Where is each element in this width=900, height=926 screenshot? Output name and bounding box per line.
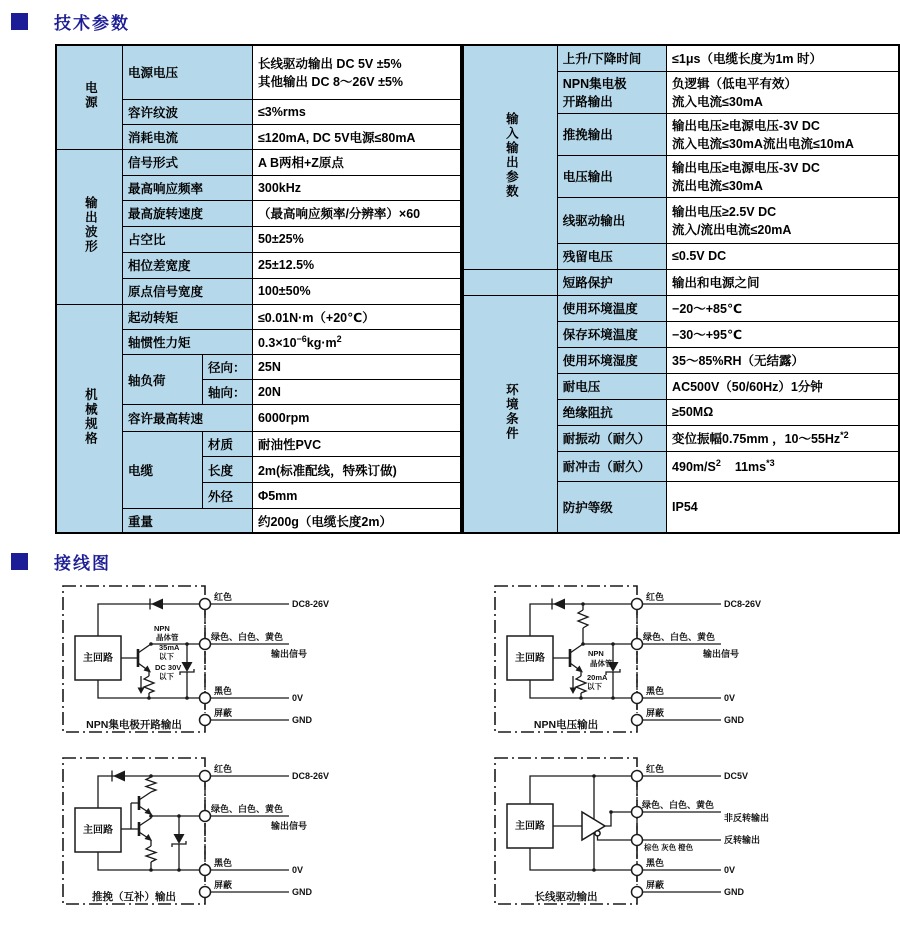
current-arrow-icon — [138, 688, 145, 695]
spec-sublabel-cell: 材质 — [202, 432, 252, 457]
terminal-black — [200, 865, 211, 876]
wire-target-label: 0V — [292, 865, 304, 875]
wire-target-label: GND — [724, 887, 744, 897]
diagram-caption: NPN电压输出 — [533, 719, 599, 731]
wiring-diagram-npn-open-collector — [55, 580, 430, 738]
wire-target-label: 输出信号 — [271, 821, 308, 831]
spec-table-right — [462, 44, 900, 534]
spec-value-cell: 20N — [252, 380, 461, 405]
group-header-power: 电源 — [56, 45, 123, 149]
section-title-wiring: 接线图 — [54, 553, 111, 573]
value-part: kg·m — [306, 336, 337, 351]
spec-value-cell: 约200g（电缆长度2m） — [252, 509, 461, 533]
wire-target-label: DC8-26V — [292, 599, 330, 609]
spec-value-cell: ≤0.5V DC — [667, 243, 899, 269]
wire-target-label: DC8-26V — [724, 599, 762, 609]
spec-sublabel-cell: 轴向： — [202, 380, 252, 405]
inverter-bubble-icon — [595, 831, 600, 836]
group-header-empty — [463, 269, 557, 295]
wire-target-label: 输出信号 — [271, 649, 308, 659]
wire-target-label: 0V — [292, 693, 304, 703]
diagram-caption: 推挽（互补）输出 — [92, 891, 176, 903]
terminal-black — [200, 693, 211, 704]
main-circuit-label: 主回路 — [515, 653, 545, 664]
transistor-label: 晶体管 — [156, 633, 179, 642]
wiring-diagrams — [55, 580, 900, 910]
value-part: 0.3×10 — [257, 336, 297, 351]
spec-table-left — [55, 44, 462, 534]
spec-value-cell: 2m(标准配线，特殊订做) — [252, 457, 461, 483]
terminal-black — [632, 865, 643, 876]
wire-target-label: GND — [292, 887, 312, 897]
wire-target-label: 反转输出 — [724, 835, 761, 845]
spec-label-cell: 线驱动输出 — [557, 197, 666, 243]
terminal-signal — [200, 811, 211, 822]
wire-color-label: 屏蔽 — [646, 708, 665, 718]
superscript: −6 — [296, 333, 307, 344]
wire-color-label: 红色 — [214, 592, 233, 602]
spec-value-cell — [667, 451, 899, 481]
spec-value-cell: −20～+85℃ — [667, 295, 899, 321]
main-circuit-label: 主回路 — [83, 653, 113, 664]
value-part: 11ms — [734, 460, 767, 475]
terminal-inverted-signal — [632, 835, 643, 846]
current-note: 20mA — [587, 673, 608, 682]
main-circuit-label: 主回路 — [515, 821, 545, 832]
spec-value-cell: 100±50% — [252, 278, 461, 304]
wire-color-label: 绿色、白色、黄色 — [643, 632, 716, 642]
spec-label-cell: 使用环境湿度 — [557, 347, 666, 373]
spec-value-cell: 输出电压≥电源电压-3V DC 流出电流≤30mA — [667, 155, 899, 197]
emitter-arrow-icon — [144, 666, 152, 673]
wire-color-label: 红色 — [646, 592, 665, 602]
spec-label-cell: 最高旋转速度 — [123, 200, 253, 226]
wiring-diagram-line-driver-output — [487, 752, 862, 910]
wiring-diagram-push-pull-output — [55, 752, 430, 910]
spec-value-cell: ≥50MΩ — [667, 399, 899, 425]
zener-diode-icon — [182, 662, 193, 672]
spec-value-cell: AC500V（50/60Hz）1分钟 — [667, 373, 899, 399]
spec-label-cell: 最高响应频率 — [123, 175, 253, 200]
wire-color-label: 屏蔽 — [646, 880, 665, 890]
terminal-shield — [200, 887, 211, 898]
spec-label-cell: 消耗电流 — [123, 124, 253, 149]
transistor-label: 晶体管 — [590, 659, 613, 668]
spec-label-cell: 占空比 — [123, 226, 253, 252]
current-note: 以下 — [159, 652, 174, 661]
wire-target-label: DC5V — [724, 771, 749, 781]
spec-tables — [55, 44, 900, 534]
spec-label-cell: 上升/下降时间 — [557, 45, 666, 71]
diode-icon — [553, 599, 565, 610]
terminal-red — [632, 599, 643, 610]
terminal-red — [632, 771, 643, 782]
spec-value-cell — [667, 425, 899, 451]
terminal-signal — [632, 807, 643, 818]
spec-label-cell: 电缆 — [123, 432, 203, 509]
spec-label-cell: 起动转矩 — [123, 304, 253, 329]
wire-target-label: 0V — [724, 865, 736, 875]
diagram-caption: 长线驱动输出 — [534, 891, 598, 903]
value-part: 490m/S — [672, 460, 716, 475]
spec-value-cell: （最高响应频率/分辨率）×60 — [252, 200, 461, 226]
spec-label-cell: 保存环境温度 — [557, 321, 666, 347]
spec-label-cell: 防护等级 — [557, 481, 666, 533]
terminal-red — [200, 771, 211, 782]
main-circuit-label: 主回路 — [83, 825, 113, 836]
spec-value-cell: ≤3%rms — [252, 99, 461, 124]
terminal-signal — [200, 639, 211, 650]
spec-value-cell: 25N — [252, 355, 461, 380]
wire-color-label: 绿色、白色、黄色 — [642, 800, 715, 810]
section-title-tech: 技术参数 — [54, 13, 130, 33]
transistor-type-label: NPN — [588, 649, 604, 658]
wire-color-label: 黑色 — [214, 858, 233, 868]
spec-label-cell: 原点信号宽度 — [123, 278, 253, 304]
section-wiring — [11, 550, 900, 572]
spec-label-cell: 容许纹波 — [123, 99, 253, 124]
spec-value-cell — [252, 45, 461, 99]
current-note: 以下 — [587, 682, 602, 691]
spec-value-cell — [252, 330, 461, 355]
zener-diode-icon — [174, 834, 185, 844]
wire-color-label: 红色 — [646, 764, 665, 774]
transistor-type-label: NPN — [154, 624, 170, 633]
spec-label-cell: 重量 — [123, 509, 253, 533]
spec-value-cell: A B两相+Z原点 — [252, 149, 461, 175]
spec-value-cell: −30～+95℃ — [667, 321, 899, 347]
spec-label-cell: 推挽输出 — [557, 113, 666, 155]
section-bullet-icon — [11, 553, 28, 570]
wire-target-label: GND — [724, 715, 744, 725]
spec-label-cell: 耐振动（耐久） — [557, 425, 666, 451]
voltage-note: 以下 — [159, 672, 174, 681]
terminal-red — [200, 599, 211, 610]
group-header-environment: 环境条件 — [463, 295, 557, 533]
wire-color-label: 屏蔽 — [214, 708, 233, 718]
wire-target-label: DC8-26V — [292, 771, 330, 781]
spec-label-cell: 轴惯性力矩 — [123, 330, 253, 355]
spec-value-cell: ≤1μs（电缆长度为1m 时） — [667, 45, 899, 71]
group-header-mechanical: 机械规格 — [56, 304, 123, 533]
wire-target-label: 输出信号 — [703, 649, 740, 659]
wire-color-label: 黑色 — [646, 858, 665, 868]
superscript: *3 — [766, 457, 775, 468]
section-tech-params — [11, 10, 900, 32]
value-part: 变位振幅0.75mm ，10～55Hz — [672, 432, 841, 446]
spec-label-cell: 残留电压 — [557, 243, 666, 269]
terminal-shield — [632, 715, 643, 726]
spec-label-cell: 电压输出 — [557, 155, 666, 197]
wire-color-label: 绿色、白色、黄色 — [211, 804, 284, 814]
wire-color-label: 黑色 — [646, 686, 665, 696]
group-header-output-wave: 输出波形 — [56, 149, 123, 304]
wiring-diagram-npn-voltage-output — [487, 580, 862, 738]
voltage-note: DC 30V — [155, 663, 182, 672]
spec-value-cell: 6000rpm — [252, 405, 461, 432]
wire-target-label: GND — [292, 715, 312, 725]
spec-value-cell: 300kHz — [252, 175, 461, 200]
spec-value-cell: IP54 — [667, 481, 899, 533]
value-line: 其他输出 DC 8～26V ±5% — [257, 75, 404, 90]
spec-sublabel-cell: 长度 — [202, 457, 252, 483]
current-note: 35mA — [159, 643, 180, 652]
superscript: *2 — [840, 429, 849, 440]
terminal-shield — [632, 887, 643, 898]
spec-value-cell: 输出电压≥2.5V DC 流入/流出电流≤20mA — [667, 197, 899, 243]
spec-label-cell: 信号形式 — [123, 149, 253, 175]
spec-label-cell: 电源电压 — [123, 45, 253, 99]
terminal-black — [632, 693, 643, 704]
spec-sublabel-cell: 外径 — [202, 483, 252, 509]
wire-color-label: 绿色、白色、黄色 — [211, 632, 284, 642]
spec-label-cell: 耐电压 — [557, 373, 666, 399]
spec-label-cell: 使用环境温度 — [557, 295, 666, 321]
spec-value-cell: ≤0.01N·m（+20℃） — [252, 304, 461, 329]
group-header-io-params: 输入输出参数 — [463, 45, 557, 269]
diode-icon — [113, 771, 125, 782]
wire-target-label: 非反转输出 — [724, 813, 770, 823]
spec-label-cell: NPN集电极 开路输出 — [557, 71, 666, 113]
section-bullet-icon — [11, 13, 28, 30]
emitter-arrow-icon — [576, 666, 584, 673]
current-arrow-icon — [570, 688, 577, 695]
emitter-arrow-icon — [145, 834, 153, 841]
emitter-arrow-icon — [145, 808, 153, 815]
spec-label-cell: 耐冲击（耐久） — [557, 451, 666, 481]
spec-value-cell: 25±12.5% — [252, 252, 461, 278]
wire-target-label: 0V — [724, 693, 736, 703]
spec-label-cell: 绝缘阻抗 — [557, 399, 666, 425]
spec-value-cell: 输出电压≥电源电压-3V DC 流入电流≤30mA流出电流≤10mA — [667, 113, 899, 155]
superscript: 2 — [336, 333, 342, 344]
spec-value-cell: 输出和电源之间 — [667, 269, 899, 295]
spec-label-cell: 短路保护 — [557, 269, 666, 295]
spec-value-cell: 负逻辑（低电平有效） 流入电流≤30mA — [667, 71, 899, 113]
spec-sublabel-cell: 径向： — [202, 355, 252, 380]
superscript: 2 — [715, 457, 721, 468]
wire-color-label: 黑色 — [214, 686, 233, 696]
spec-value-cell: Φ5mm — [252, 483, 461, 509]
spec-label-cell: 轴负荷 — [123, 355, 203, 405]
spec-value-cell: 35～85%RH（无结露） — [667, 347, 899, 373]
wire-color-label: 红色 — [214, 764, 233, 774]
terminal-shield — [200, 715, 211, 726]
spec-value-cell: 耐油性PVC — [252, 432, 461, 457]
diagram-caption: NPN集电极开路输出 — [86, 719, 182, 731]
spec-value-cell: 50±25% — [252, 226, 461, 252]
diode-icon — [151, 599, 163, 610]
terminal-signal — [632, 639, 643, 650]
wire-color-label: 屏蔽 — [214, 880, 233, 890]
value-line: 长线驱动输出 DC 5V ±5% — [257, 57, 402, 72]
spec-label-cell: 容许最高转速 — [123, 405, 253, 432]
wire-color-label: 棕色 灰色 橙色 — [644, 843, 694, 852]
spec-label-cell: 相位差宽度 — [123, 252, 253, 278]
spec-value-cell: ≤120mA, DC 5V电源≤80mA — [252, 124, 461, 149]
